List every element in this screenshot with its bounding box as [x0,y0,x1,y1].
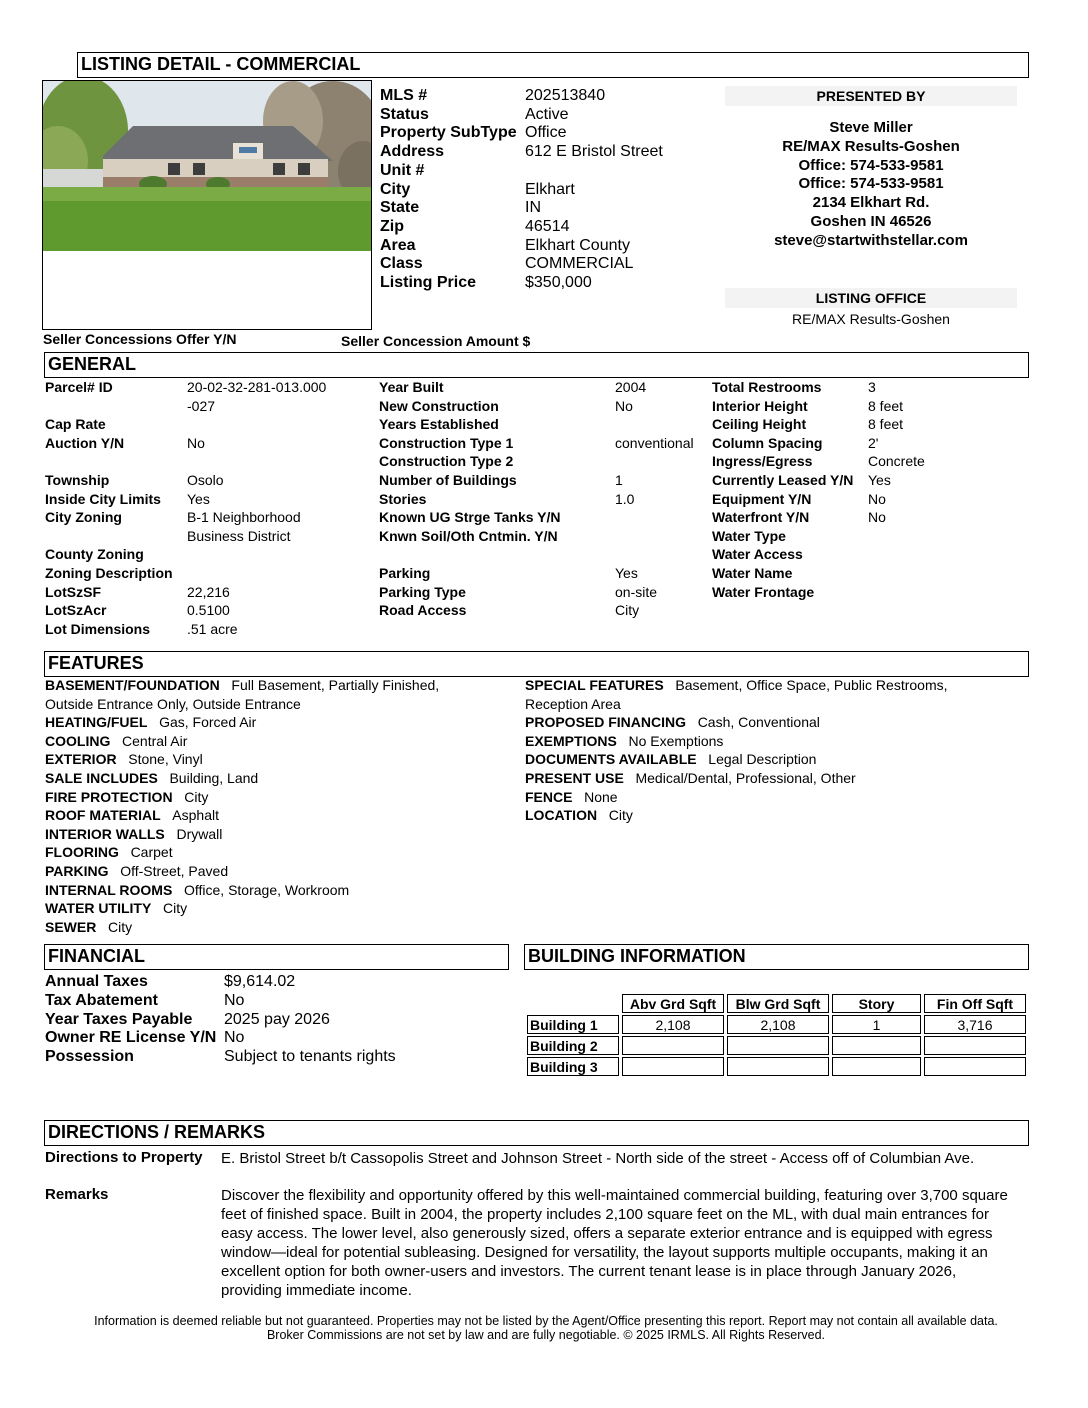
financial-field-label: Owner RE License Y/N [45,1029,217,1047]
feature-label: LOCATION [525,807,598,824]
building-table-corner [527,994,619,1013]
feature-label: INTERIOR WALLS [45,825,165,842]
feature-value: Cash, Conventional [697,714,820,731]
financial-field-label: Annual Taxes [45,973,148,990]
general-field-label: Lot Dimensions [45,620,151,637]
feature-item [45,863,228,879]
feature-spacer [220,677,232,693]
feature-label: FIRE PROTECTION [45,788,173,805]
building-row-label: Building 3 [527,1057,619,1076]
features-header-text: FEATURES [48,653,144,673]
general-field-value: B-1 Neighborhood [187,509,301,526]
feature-label: FENCE [525,788,573,805]
general-field-value: 20-02-32-281-013.000 [187,379,327,395]
financial-field-label: Year Taxes Payable [45,1010,193,1028]
feature-label: INTERNAL ROOMS [45,881,173,898]
feature-label: FLOORING [45,844,119,861]
listing-field-label: Property SubType [380,124,517,142]
table-cell [622,1036,724,1055]
feature-value: Full Basement, Partially Finished, [231,677,440,693]
feature-spacer [161,807,173,823]
feature-spacer [686,714,698,730]
feature-value-continued: Reception Area [525,695,621,712]
directions-text: E. Bristol Street b/t Cassopolis Street and Johnson Street - North side of the street - Access off of Columbian Ave. [221,1150,975,1167]
general-field-value: Yes [615,565,638,581]
financial-field-value: Subject to tenants rights [224,1048,396,1066]
listing-office-header: LISTING OFFICE [725,288,1017,308]
table-cell [727,1057,829,1076]
table-cell: 2,108 [622,1015,724,1034]
general-field-value: 2' [868,434,879,451]
feature-spacer [96,919,108,935]
listing-field-value: IN [525,199,541,217]
feature-label: PARKING [45,863,109,879]
general-section-header [44,352,1029,378]
feature-value: No Exemptions [628,732,724,749]
financial-field-value: $9,614.02 [224,973,296,990]
remarks-label: Remarks [45,1186,109,1203]
table-cell: 2,108 [727,1015,829,1034]
general-field-label: Column Spacing [712,434,823,451]
general-field-value: 8 feet [868,416,904,433]
agent-contact-line: Steve Miller [829,119,913,136]
financial-section-header [44,944,509,970]
footer-disclaimer [0,1314,1088,1342]
feature-value: Central Air [122,732,188,749]
feature-item [525,789,618,805]
general-field-label: City Zoning [45,509,122,526]
listing-field-value: Elkhart [525,180,575,198]
general-field-value: No [868,490,886,507]
feature-value: Gas, Forced Air [159,714,257,731]
building-info-header-text: BUILDING INFORMATION [528,946,746,966]
feature-spacer [597,807,609,823]
feature-item [45,770,258,786]
listing-field-label: Listing Price [380,274,477,291]
general-field-value: 0.5100 [187,602,230,619]
listing-field-label: Unit # [380,161,425,179]
listing-field-label: MLS # [380,87,428,104]
general-field-value: -027 [187,397,216,414]
col-story: Story [832,994,921,1013]
general-field-label: Water Type [712,527,786,544]
table-row [527,1015,1026,1034]
general-field-label: County Zoning [45,546,144,563]
feature-item [45,919,132,935]
general-field-label: Parking Type [379,583,466,600]
general-field-label: Water Name [712,565,793,581]
listing-field-value: 612 E Bristol Street [525,143,663,161]
general-field-value: conventional [615,434,694,451]
feature-value: Basement, Office Space, Public Restrooms, [675,677,948,693]
feature-label: BASEMENT/FOUNDATION [45,677,220,693]
building-info-table [524,992,1029,1078]
listing-field-label: Zip [380,217,404,235]
general-field-label: Ingress/Egress [712,453,813,470]
table-cell [832,1036,921,1055]
building-table-header-row [527,994,1026,1013]
general-field-label: Total Restrooms [712,379,822,395]
listing-field-label: Address [380,143,445,161]
feature-label: SEWER [45,918,97,935]
general-field-label: Parking [379,565,431,581]
agent-contact-line: Office: 574-533-9581 [798,157,944,174]
feature-value: City [108,918,133,935]
general-field-value: on-site [615,583,658,600]
feature-label: HEATING/FUEL [45,714,148,731]
listing-field-label: Area [380,236,416,254]
general-field-label: Construction Type 1 [379,434,514,451]
feature-label: DOCUMENTS AVAILABLE [525,751,697,768]
feature-label: EXTERIOR [45,751,117,768]
financial-field-value: No [224,1029,245,1047]
listing-field-value: Elkhart County [525,236,630,254]
feature-value: Building, Land [169,770,259,786]
general-field-label: LotSzSF [45,583,101,600]
general-header-text: GENERAL [48,354,137,374]
feature-item [45,789,208,805]
feature-spacer [147,714,159,730]
col-abv-grd-sqft: Abv Grd Sqft [622,994,724,1013]
general-field-label: Known UG Strge Tanks Y/N [379,509,561,526]
financial-field-value: 2025 pay 2026 [224,1010,330,1028]
feature-item [525,733,723,749]
general-field-label: Cap Rate [45,416,106,433]
feature-label: PRESENT USE [525,770,624,786]
general-field-label: Number of Buildings [379,472,517,488]
feature-item [525,770,856,786]
listing-field-value: Active [525,105,569,123]
feature-item [45,826,222,842]
general-field-label: Water Access [712,546,803,563]
feature-item [45,677,439,693]
general-field-label: Knwn Soil/Oth Cntmin. Y/N [379,527,558,544]
feature-spacer [697,751,709,767]
presented-by-header: PRESENTED BY [725,86,1017,106]
feature-spacer [172,882,184,898]
general-field-label: Township [45,472,110,488]
directions-section-header [44,1120,1029,1146]
feature-item [45,807,219,823]
feature-label: SPECIAL FEATURES [525,677,664,693]
general-field-value: 8 feet [868,397,904,414]
general-field-value: Yes [868,472,891,488]
feature-value: City [184,788,209,805]
page-title [77,52,1029,78]
feature-label: PROPOSED FINANCING [525,714,687,731]
feature-value: Legal Description [708,751,817,768]
feature-value: Carpet [130,844,173,861]
feature-label: COOLING [45,732,111,749]
listing-field-label: Class [380,255,423,273]
general-field-value: .51 acre [187,620,238,637]
listing-field-value: Office [525,124,567,142]
features-section-header [44,651,1029,677]
footer-line-2: Broker Commissions are not set by law and are fully negotiable. © 2025 IRMLS. All Rights Reserved. [266,1328,826,1342]
financial-field-value: No [224,991,245,1009]
building-photo-icon [43,81,372,330]
seller-concession-amount-label: Seller Concession Amount $ [341,333,531,349]
feature-value: Medical/Dental, Professional, Other [635,770,856,786]
feature-spacer [158,770,170,786]
feature-item [525,677,948,693]
building-row-label: Building 2 [527,1036,619,1055]
feature-item [525,714,820,730]
table-cell [622,1057,724,1076]
feature-value: None [584,788,618,805]
feature-item [45,900,187,916]
general-field-value: No [868,509,886,526]
general-field-value: 1 [615,472,623,488]
footer-line-1: Information is deemed reliable but not guaranteed. Properties may not be listed by the Agent/Office presenting this report. Report may not contain all available data. [94,1314,998,1328]
general-field-value: Concrete [868,453,925,470]
agent-contact-line: Office: 574-533-9581 [798,175,944,192]
building-photo [42,80,372,330]
general-field-label: LotSzAcr [45,602,107,619]
table-cell [832,1057,921,1076]
feature-item [45,714,256,730]
table-cell [727,1036,829,1055]
feature-item [45,844,173,860]
general-field-label: Currently Leased Y/N [712,472,854,488]
feature-item [45,882,349,898]
listing-field-value: COMMERCIAL [525,255,634,273]
feature-spacer [151,900,163,916]
listing-office-name: RE/MAX Results-Goshen [792,311,950,327]
financial-field-label: Tax Abatement [45,991,158,1009]
feature-spacer [664,677,676,693]
building-row-label: Building 1 [527,1015,619,1034]
feature-item [45,733,187,749]
listing-field-value: $350,000 [525,274,592,291]
general-field-value: Business District [187,527,291,544]
feature-item [525,751,816,767]
col-fin-off-sqft: Fin Off Sqft [924,994,1026,1013]
general-field-label: Waterfront Y/N [712,509,810,526]
listing-field-value: 46514 [525,217,570,235]
feature-value: Stone, Vinyl [128,751,203,768]
feature-label: ROOF MATERIAL [45,807,161,824]
general-field-value: 3 [868,379,876,395]
table-cell [924,1057,1026,1076]
feature-spacer [572,789,584,805]
general-field-label: Road Access [379,602,467,619]
financial-field-label: Possession [45,1048,134,1066]
feature-spacer [119,844,131,860]
general-field-label: Construction Type 2 [379,453,514,470]
feature-spacer [165,826,177,842]
listing-field-label: Status [380,105,429,123]
feature-item [45,751,203,767]
general-field-value: City [615,602,640,619]
col-blw-grd-sqft: Blw Grd Sqft [727,994,829,1013]
agent-contact-line: RE/MAX Results-Goshen [782,138,960,155]
feature-spacer [110,733,122,749]
table-row [527,1036,1026,1055]
general-field-label: Parcel# ID [45,379,113,395]
directions-header-text: DIRECTIONS / REMARKS [48,1122,266,1142]
general-field-label: Years Established [379,416,499,433]
feature-value: Drywall [176,825,223,842]
feature-label: EXEMPTIONS [525,732,617,749]
listing-field-value: 202513840 [525,87,606,104]
feature-spacer [117,751,129,767]
feature-spacer [624,770,636,786]
general-field-label: Year Built [379,379,444,395]
feature-spacer [173,789,185,805]
feature-value: Office, Storage, Workroom [183,881,350,898]
feature-value: City [608,807,633,824]
feature-value: Off-Street, Paved [120,863,229,879]
feature-spacer [617,733,629,749]
general-field-label: Interior Height [712,397,808,414]
agent-contact-line: steve@startwithstellar.com [774,232,968,249]
directions-label: Directions to Property [45,1149,203,1166]
general-field-value: 22,216 [187,583,230,600]
feature-value: Asphalt [172,807,219,824]
general-field-value: 2004 [615,379,647,395]
table-row [527,1057,1026,1076]
agent-contact-line: Goshen IN 46526 [810,213,932,230]
feature-label: SALE INCLUDES [45,770,158,786]
general-field-label: Equipment Y/N [712,490,812,507]
general-field-label: Ceiling Height [712,416,807,433]
table-cell: 3,716 [924,1015,1026,1034]
general-field-label: Stories [379,490,427,507]
financial-header-text: FINANCIAL [48,946,145,966]
table-cell: 1 [832,1015,921,1034]
table-cell [924,1036,1026,1055]
agent-contact-line: 2134 Elkhart Rd. [812,194,930,211]
listing-field-label: City [380,180,411,198]
general-field-label: Zoning Description [45,565,173,581]
general-field-label: Inside City Limits [45,490,161,507]
general-field-value: 1.0 [615,490,635,507]
general-field-label: Water Frontage [712,583,815,600]
building-info-section-header [524,944,1029,970]
feature-label: WATER UTILITY [45,900,152,917]
page-title-text: LISTING DETAIL - COMMERCIAL [81,54,361,74]
general-field-value: Yes [187,490,210,507]
seller-concessions-offer-label: Seller Concessions Offer Y/N [43,331,237,347]
feature-spacer [109,863,121,879]
general-field-value: No [187,434,205,451]
general-field-value: Osolo [187,472,224,488]
general-field-label: Auction Y/N [45,434,125,451]
feature-value-continued: Outside Entrance Only, Outside Entrance [45,695,301,712]
feature-value: City [162,900,188,917]
general-field-label: New Construction [379,397,499,414]
feature-item [525,807,633,823]
remarks-text: Discover the flexibility and opportunity offered by this well-maintained commercial building, featuring over 3,700 square feet of finished space. Built in 2004, the property includes 2,100 square feet on the ML, with dual main entrances for easy access. The lower level, also generously sized, offers a separate exterior entrance and is equipped with egress window—ideal for potential subleasing. Designed for versatility, the layout supports multiple occupants, making it an excellent option for both owner-users and investors. The current tenant lease is in place through January 2026, providing immediate income. [221,1187,1008,1299]
listing-field-label: State [380,199,420,217]
general-field-value: No [615,397,633,414]
